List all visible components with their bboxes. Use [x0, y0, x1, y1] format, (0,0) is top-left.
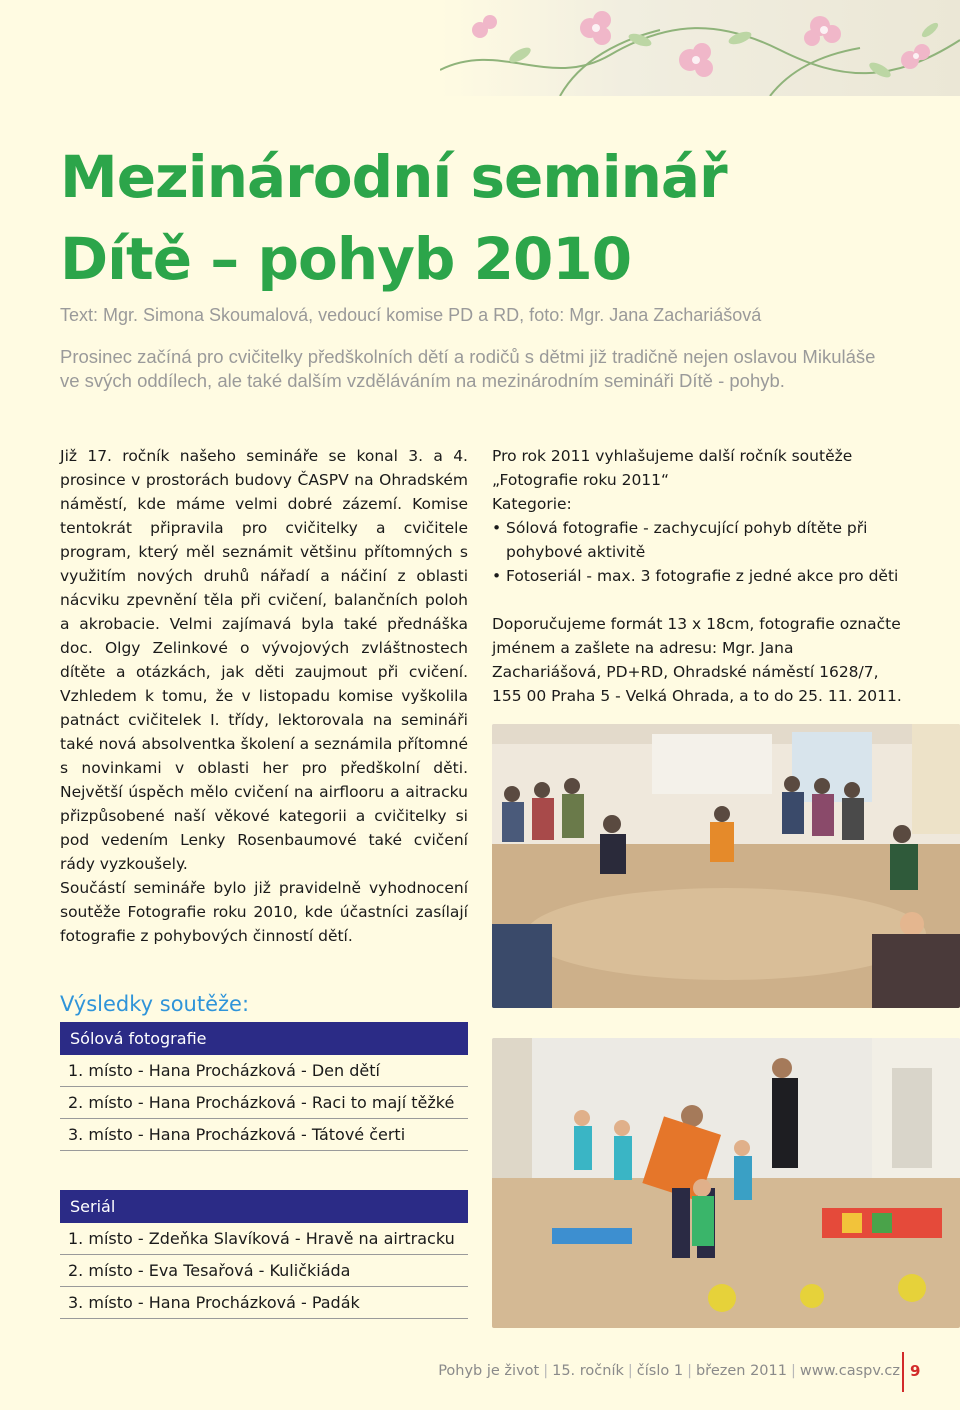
page-footer: Pohyb je život | 15. ročník | číslo 1 | březen 2011 | www.caspv.cz [438, 1363, 900, 1379]
seminar-photo-gym [492, 724, 960, 1008]
article-title-line1: Mezinárodní seminář [60, 143, 727, 211]
footer-magazine: Pohyb je život [438, 1363, 540, 1379]
category-item: • Fotoseriál - max. 3 fotografie z jedné akce pro děti [492, 564, 904, 588]
results-row: 1. místo - Zdeňka Slavíková - Hravě na airtracku [60, 1223, 468, 1255]
right-column [492, 444, 904, 708]
footer-issue: číslo 1 [636, 1363, 684, 1379]
results-row: 3. místo - Hana Procházková - Tátové čerti [60, 1119, 468, 1151]
categories-label: Kategorie: [492, 495, 572, 513]
left-column [60, 444, 468, 876]
body-paragraph-2: Součástí semináře bylo již pravidelně vyhodnocení soutěže Fotografie roku 2010, kde účastníci zasílají fotografie z pohybových činností dětí. [60, 879, 468, 945]
footer-date: březen 2011 [695, 1363, 787, 1379]
seminar-photo-exercise [492, 1038, 960, 1328]
results-table-solo [60, 1022, 468, 1151]
article-lead: Prosinec začíná pro cvičitelky předškolních dětí a rodičů s dětmi již tradičně nejen oslavou Mikuláše ve svých oddílech, ale také dalším vzděláváním na mezinárodním semináři Dítě - pohyb. [60, 346, 876, 391]
categories-list [492, 516, 904, 588]
results-row: 2. místo - Hana Procházková - Raci to mají těžké [60, 1087, 468, 1119]
article-credit: Text: Mgr. Simona Skoumalová, vedoucí komise PD a RD, foto: Mgr. Jana Zachariášová [60, 305, 762, 325]
results-table-header: Seriál [60, 1190, 468, 1223]
page-number: 9 [910, 1362, 921, 1380]
results-row: 3. místo - Hana Procházková - Padák [60, 1287, 468, 1319]
floral-header-decoration [440, 0, 960, 96]
footer-website-link[interactable]: www.caspv.cz [799, 1363, 900, 1379]
article-title-line2: Dítě – pohyb 2010 [60, 225, 632, 293]
footer-divider [902, 1352, 904, 1392]
submission-instructions: Doporučujeme formát 13 x 18cm, fotografie označte jménem a zašlete na adresu: Mgr. Jana Zachariášová, PD+RD, Ohradské náměstí 1628/7, 155 00 Praha 5 - Velká Ohrada, a to do 25. 11. 2011. [492, 615, 902, 705]
left-column-continued [60, 876, 468, 948]
contest-intro: Pro rok 2011 vyhlašujeme další ročník soutěže „Fotografie roku 2011“ [492, 447, 853, 489]
results-table-header: Sólová fotografie [60, 1022, 468, 1055]
results-row: 1. místo - Hana Procházková - Den dětí [60, 1055, 468, 1087]
category-item: • Sólová fotografie - zachycující pohyb dítěte při pohybové aktivitě [492, 516, 904, 564]
footer-volume: 15. ročník [552, 1363, 624, 1379]
results-table-series [60, 1190, 468, 1319]
results-title: Výsledky soutěže: [60, 992, 250, 1016]
body-paragraph-1: Již 17. ročník našeho semináře se konal 3. a 4. prosince v prostorách budovy ČASPV na Ohradském náměstí, kde máme velmi dobré zázemí. Komise tentokrát připravila pro cvičitelky a cvičitele program, který měl seznámit většinu přítomných s využitím nových druhů nářadí a náčiní z oblasti nácviku zpevnění těla při cvičení, balančních poloh a akrobacie. Velmi zajímavá byla také přednáška doc. Olgy Zelinkové o vývojových zvláštnostech dítěte a otázkách, jak děti zaujmout při cvičení. Vzhledem k tomu, že v listopadu komise vyškolila patnáct cvičitelek I. třídy, lektorovala na semináři také nová absolventka školení a seznámila přítomné s novinkami v oblasti her pro předškolní děti. Největší úspěch mělo cvičení na airflooru a aitracku přizpůsobené naší věkové kategorii a cvičitelky si pod vedením Lenky Rosenbaumové také cvičení rády vyzkoušely. [60, 447, 468, 873]
results-row: 2. místo - Eva Tesařová - Kuličkiáda [60, 1255, 468, 1287]
article-title [60, 136, 727, 300]
